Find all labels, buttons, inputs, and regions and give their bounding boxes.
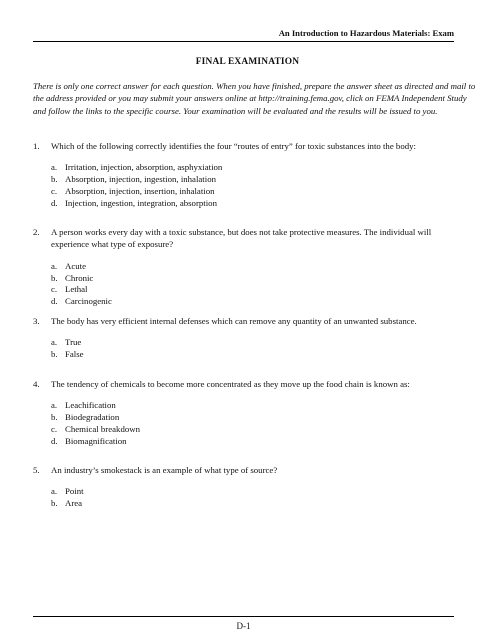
- answer-option: [51, 424, 465, 436]
- answer-options: [33, 486, 465, 509]
- option-letter: b.: [51, 174, 58, 185]
- running-header: [33, 27, 454, 42]
- option-letter: c.: [51, 185, 58, 196]
- question-number: 5.: [33, 465, 40, 475]
- answer-option: [51, 186, 465, 198]
- question-2: [33, 226, 465, 308]
- option-text: Biomagnification: [65, 435, 127, 446]
- option-letter: b.: [51, 272, 58, 283]
- option-letter: a.: [51, 260, 58, 271]
- question-3: [33, 315, 465, 361]
- question-number: 2.: [33, 227, 40, 237]
- option-text: Biodegradation: [65, 412, 120, 423]
- option-letter: b.: [51, 498, 58, 509]
- option-letter: c.: [51, 423, 58, 434]
- question-1: [33, 140, 465, 209]
- question-4: [33, 378, 465, 447]
- question-5: [33, 464, 465, 510]
- option-text: Leachification: [65, 400, 116, 411]
- option-letter: a.: [51, 486, 58, 497]
- question-text: Which of the following correctly identifies the four “routes of entry” for toxic substances into the body:: [51, 141, 416, 151]
- answer-option: [51, 337, 465, 349]
- option-letter: a.: [51, 337, 58, 348]
- option-text: Carcinogenic: [65, 295, 112, 306]
- answer-option: [51, 174, 465, 186]
- option-letter: d.: [51, 197, 58, 208]
- option-text: Absorption, injection, ingestion, inhalation: [65, 174, 216, 185]
- question-number: 1.: [33, 141, 40, 151]
- option-letter: a.: [51, 162, 58, 173]
- option-text: Injection, ingestion, integration, absorption: [65, 197, 217, 208]
- option-text: Chemical breakdown: [65, 423, 140, 434]
- question-text: An industry’s smokestack is an example of what type of source?: [51, 465, 278, 475]
- option-text: Irritation, injection, absorption, asphyxiation: [65, 162, 223, 173]
- option-text: Point: [65, 486, 84, 497]
- option-letter: d.: [51, 435, 58, 446]
- answer-option: [51, 198, 465, 210]
- option-text: Acute: [65, 260, 87, 271]
- answer-option: [51, 261, 465, 273]
- option-text: Absorption, injection, insertion, inhalation: [65, 185, 215, 196]
- option-letter: b.: [51, 412, 58, 423]
- option-text: False: [65, 349, 84, 360]
- answer-option: [51, 296, 465, 308]
- answer-options: [33, 400, 465, 447]
- option-letter: c.: [51, 284, 58, 295]
- instructions-paragraph: There is only one correct answer for each question. When you have finished, prepare the answer sheet as directed and mail to the address provided or you may submit your answers online at http://training.fema.gov, click on FEMA Independent Study and follow the links to the specific course. Your examination will be evaluated and the results will be issued to you.: [33, 81, 476, 116]
- answer-option: [51, 436, 465, 448]
- answer-options: [33, 162, 465, 209]
- answer-option: [51, 498, 465, 510]
- question-number: 4.: [33, 379, 40, 389]
- option-text: True: [65, 337, 82, 348]
- option-letter: a.: [51, 400, 58, 411]
- option-text: Lethal: [65, 284, 88, 295]
- answer-option: [51, 284, 465, 296]
- question-text: The tendency of chemicals to become more concentrated as they move up the food chain is known as:: [51, 379, 410, 389]
- option-text: Chronic: [65, 272, 94, 283]
- running-header-text: An Introduction to Hazardous Materials: Exam: [278, 28, 454, 38]
- page-footer: [33, 616, 454, 631]
- page-number: D-1: [236, 621, 251, 631]
- answer-option: [51, 349, 465, 361]
- option-text: Area: [65, 498, 83, 509]
- question-text: A person works every day with a toxic substance, but does not take protective measures. The individual will experience what type of exposure?: [51, 227, 432, 250]
- question-text: The body has very efficient internal defenses which can remove any quantity of an unwanted substance.: [51, 316, 417, 326]
- answer-option: [51, 400, 465, 412]
- option-letter: d.: [51, 295, 58, 306]
- question-number: 3.: [33, 316, 40, 326]
- answer-option: [51, 486, 465, 498]
- page-title: FINAL EXAMINATION: [195, 57, 300, 67]
- answer-option: [51, 273, 465, 285]
- answer-options: [33, 337, 465, 360]
- answer-option: [51, 412, 465, 424]
- answer-options: [33, 261, 465, 308]
- option-letter: b.: [51, 349, 58, 360]
- answer-option: [51, 162, 465, 174]
